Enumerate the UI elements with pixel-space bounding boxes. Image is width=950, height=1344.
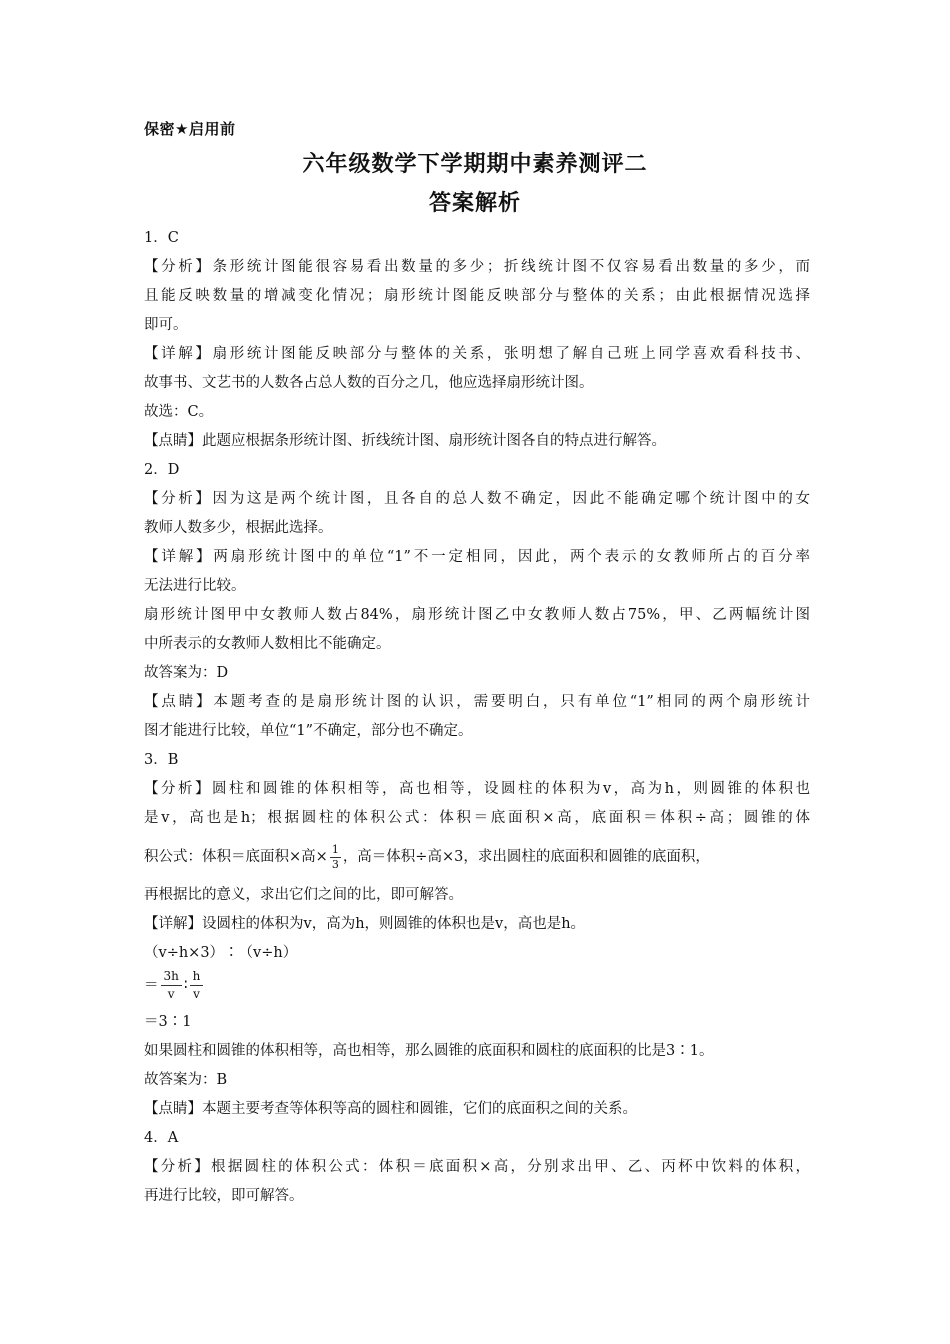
q1-choice: 故选：C。 xyxy=(144,404,214,420)
q1-analysis-line-2: 且能反映数量的增减变化情况；扇形统计图能反映部分与整体的关系；由此根据情况选择 xyxy=(144,288,810,304)
page-title: 六年级数学下学期期中素养测评二 xyxy=(302,152,648,177)
q3-step-2 xyxy=(144,968,810,1008)
q2-analysis-line-1: 【分析】因为这是两个统计图，且各自的总人数不确定，因此不能确定哪个统计图中的女 xyxy=(144,491,810,507)
fraction-numerator: 1 xyxy=(331,842,339,856)
q3-comment: 【点睛】本题主要考查等体积等高的圆柱和圆锥，它们的底面积之间的关系。 xyxy=(144,1101,637,1117)
fraction-denominator: v xyxy=(193,987,200,1001)
ratio-colon: ∶ xyxy=(183,977,188,994)
q3-detail-line-1: 【详解】设圆柱的体积为v，高为h，则圆锥的体积也是v，高也是h。 xyxy=(144,916,586,932)
fraction-numerator: 3h xyxy=(161,968,182,986)
q1-analysis-line-3: 即可。 xyxy=(144,317,188,333)
q2-analysis-line-2: 教师人数多少，根据此选择。 xyxy=(144,520,333,536)
q2-detail-line-3: 扇形统计图甲中女教师人数占84%，扇形统计图乙中女教师人数占75%，甲、乙两幅统计图 xyxy=(144,607,810,623)
q3-step-3: ＝3∶1 xyxy=(144,1014,192,1030)
one-third-fraction xyxy=(330,843,341,872)
q3-conclusion: 如果圆柱和圆锥的体积相等，高也相等，那么圆锥的底面积和圆柱的底面积的比是3∶1。 xyxy=(144,1043,714,1059)
q3-analysis-line-1: 【分析】圆柱和圆锥的体积相等，高也相等，设圆柱的体积为v，高为h，则圆锥的体积也 xyxy=(144,781,810,797)
q3-choice: 故答案为：B xyxy=(144,1072,228,1088)
answer-content xyxy=(144,224,810,1211)
fraction-denominator: v xyxy=(167,987,175,1001)
q2-detail-line-2: 无法进行比较。 xyxy=(144,578,246,594)
q1-detail-line-1: 【详解】扇形统计图能反映部分与整体的关系，张明想了解自己班上同学喜欢看科技书、 xyxy=(144,346,810,362)
q3-analysis-line-3-part-b: ，高＝体积÷高×3，求出圆柱的底面积和圆锥的底面积， xyxy=(342,849,710,865)
confidential-label: 保密★启用前 xyxy=(144,120,236,138)
q4-analysis-line-2: 再进行比较，即可解答。 xyxy=(144,1188,304,1204)
q2-answer: 2．D xyxy=(144,462,180,478)
page-subtitle: 答案解析 xyxy=(428,191,521,216)
q3-step-1: （v÷h×3）∶（v÷h） xyxy=(144,945,298,961)
fraction-h-over-v xyxy=(190,968,204,1003)
q3-answer: 3．B xyxy=(144,752,179,768)
q1-answer: 1．C xyxy=(144,230,179,246)
q3-analysis-line-4: 再根据比的意义，求出它们之间的比，即可解答。 xyxy=(144,887,463,903)
fraction-3h-over-v xyxy=(161,968,182,1003)
q1-analysis-line-1: 【分析】条形统计图能很容易看出数量的多少；折线统计图不仅容易看出数量的多少，而 xyxy=(144,259,810,275)
q3-analysis-line-3 xyxy=(144,833,810,881)
q2-detail-line-4: 中所表示的女教师人数相比不能确定。 xyxy=(144,636,391,652)
q2-comment-line-1: 【点睛】本题考查的是扇形统计图的认识，需要明白，只有单位“1”相同的两个扇形统计 xyxy=(144,694,810,710)
q2-detail-line-1: 【详解】两扇形统计图中的单位“1”不一定相同，因此，两个表示的女教师所占的百分率 xyxy=(144,549,810,565)
q3-analysis-line-3-part-a: 积公式：体积＝底面积×高× xyxy=(144,849,328,865)
fraction-numerator: h xyxy=(190,968,204,986)
q1-detail-line-2: 故事书、文艺书的人数各占总人数的百分之几，他应选择扇形统计图。 xyxy=(144,375,594,391)
q4-analysis-line-1: 【分析】根据圆柱的体积公式：体积＝底面积×高，分别求出甲、乙、丙杯中饮料的体积， xyxy=(144,1159,810,1175)
equals-sign: ＝ xyxy=(144,977,159,994)
q3-analysis-line-2: 是v，高也是h；根据圆柱的体积公式：体积＝底面积×高，底面积＝体积÷高；圆锥的体 xyxy=(144,810,810,826)
q1-comment: 【点睛】此题应根据条形统计图、折线统计图、扇形统计图各自的特点进行解答。 xyxy=(144,433,666,449)
q2-comment-line-2: 图才能进行比较，单位“1”不确定，部分也不确定。 xyxy=(144,723,473,739)
q4-answer: 4．A xyxy=(144,1130,179,1146)
q2-choice: 故答案为：D xyxy=(144,665,229,681)
fraction-denominator: 3 xyxy=(331,857,339,871)
